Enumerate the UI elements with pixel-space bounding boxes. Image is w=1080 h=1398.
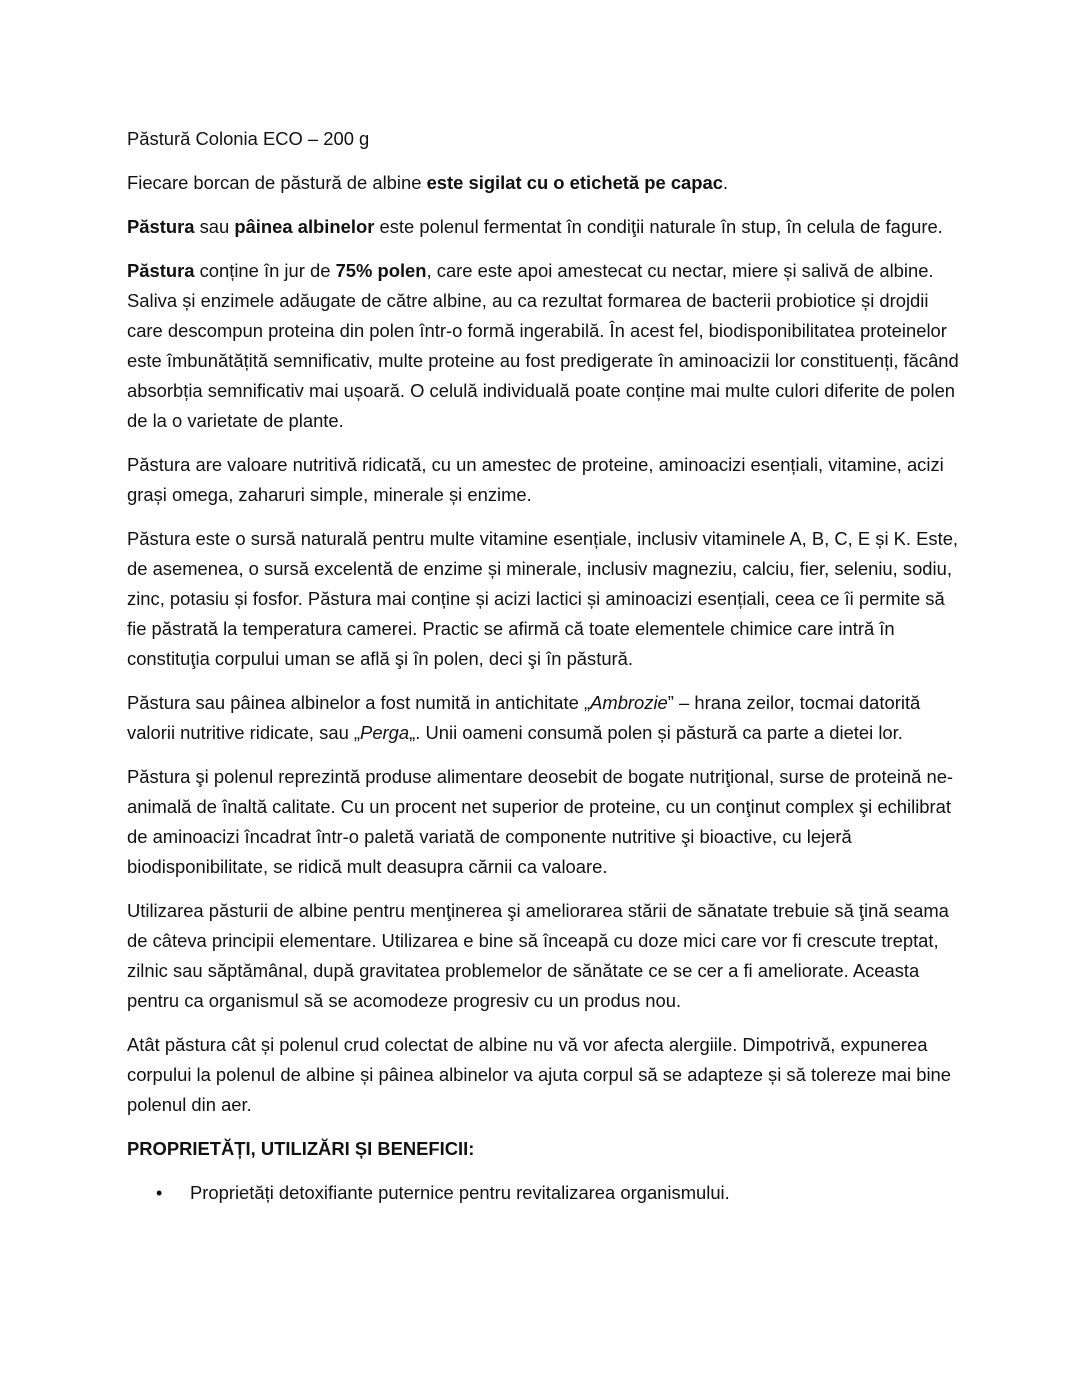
italic-run: Perga (360, 722, 410, 743)
benefits-list (127, 1178, 960, 1208)
bold-run: Păstura (127, 216, 195, 237)
paragraph-composition (127, 256, 960, 436)
text-run: este polenul fermentat în condiţii naturale în stup, în celula de fagure. (374, 216, 943, 237)
list-item (127, 1178, 960, 1208)
paragraph-allergies: Atât păstura cât și polenul crud colectat de albine nu vă vor afecta alergiile. Dimpotrivă, expunerea corpului la polenul de albine și pâinea albinelor va ajuta corpul să se adapteze și să tolereze mai bine polenul din aer. (127, 1034, 952, 1115)
paragraph-vitamins: Păstura este o sursă naturală pentru multe vitamine esențiale, inclusiv vitaminele A, B, C, E și K. Este, de asemenea, o sursă excelentă de enzime și minerale, inclusiv magneziu, calciu, fier, seleniu, sodiu, zinc, potasiu și fosfor. Păstura mai conține și acizi lactici și aminoacizi esențiali, ceea ce îi permite să fie păstrată la temperatura camerei. Practic se afirmă că toate elementele chimice care intră în constituţia corpului uman se află şi în polen, deci şi în păstură. (127, 528, 959, 669)
bold-run: Păstura (127, 260, 195, 281)
text-run: conține în jur de (194, 260, 336, 281)
paragraph-nutritional-value: Păstura are valoare nutritivă ridicată, cu un amestec de proteine, aminoacizi esențiali, vitamine, acizi grași omega, zaharuri simple, minerale și enzime. (127, 454, 944, 505)
text-run: sau (194, 216, 235, 237)
text-run: Fiecare borcan de păstură de albine (127, 172, 427, 193)
paragraph-seal (127, 168, 960, 198)
paragraph-protein: Păstura şi polenul reprezintă produse alimentare deosebit de bogate nutriţional, surse de proteină ne-animală de înaltă calitate. Cu un procent net superior de proteine, cu un conţinut complex şi echilibrat de aminoacizi încadrat într-o paletă variată de componente nutritive şi bioactive, cu lejeră biodisponibilitate, se ridică mult deasupra cărnii ca valoare. (127, 766, 954, 877)
text-run: . (722, 172, 729, 193)
italic-run: Ambrozie (590, 692, 668, 713)
bullet-icon: • (156, 1183, 163, 1203)
text-run: „. Unii oameni consumă polen și păstură ca parte a dietei lor. (409, 722, 903, 743)
text-run: , care este apoi amestecat cu nectar, miere și salivă de albine. Saliva și enzimele adăugate de către albine, au ca rezultat formarea de bacterii probiotice și drojdii care descompun proteina din polen într-o formă ingerabilă. În acest fel, biodisponibilitatea proteinelor este îmbunătățită semnificativ, multe proteine au fost predigerate în aminoacizii lor constituenți, făcând absorbția semnificativ mai ușoară. O celulă individuală poate conține mai multe culori diferite de polen de la o varietate de plante. (127, 260, 959, 431)
paragraph-history (127, 688, 960, 748)
section-heading: PROPRIETĂȚI, UTILIZĂRI ȘI BENEFICII: (127, 1138, 475, 1159)
bold-run: este sigilat cu o etichetă pe capac (426, 172, 723, 193)
document-title: Păstură Colonia ECO – 200 g (127, 128, 370, 149)
text-run: Păstura sau pâinea albinelor a fost numită in antichitate „ (127, 692, 591, 713)
bold-run: pâinea albinelor (234, 216, 375, 237)
paragraph-definition (127, 212, 960, 242)
paragraph-usage: Utilizarea păsturii de albine pentru menţinerea şi ameliorarea stării de sănatate trebuie să ţină seama de câteva principii elementare. Utilizarea e bine să înceapă cu doze mici care vor fi crescute treptat, zilnic sau săptămânal, după gravitatea problemelor de sănătate ce se cer a fi ameliorate. Aceasta pentru ca organismul să se acomodeze progresiv cu un produs nou. (127, 900, 949, 1011)
list-item-text: Proprietăți detoxifiante puternice pentru revitalizarea organismului. (190, 1182, 730, 1203)
text-run: ” – hrana zeilor, tocmai datorită valorii nutritive ridicate, sau „ (127, 692, 921, 743)
bold-run: 75% polen (335, 260, 427, 281)
